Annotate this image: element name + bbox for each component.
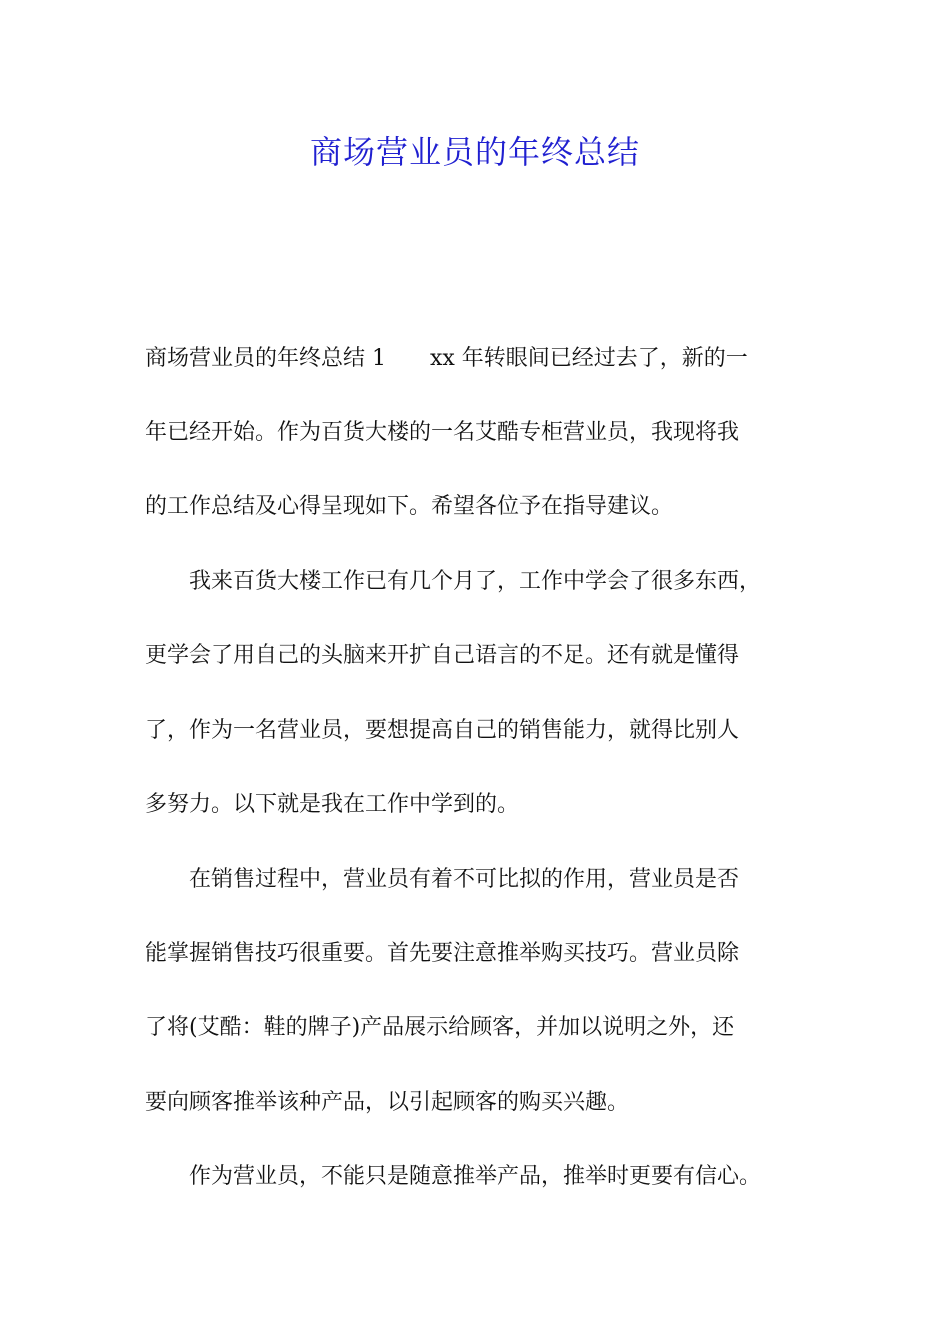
- text-line: 能掌握销售技巧很重要。首先要注意推举购买技巧。营业员除: [145, 941, 740, 966]
- text-line: 年已经开始。作为百货大楼的一名艾酷专柜营业员，我现将我: [145, 420, 740, 445]
- document-title: 商场营业员的年终总结: [309, 133, 640, 171]
- text-line: 多努力。以下就是我在工作中学到的。: [145, 792, 520, 817]
- text-line: 我来百货大楼工作已有几个月了，工作中学会了很多东西，: [145, 569, 762, 594]
- text-line: 要向顾客推举该种产品，以引起顾客的购买兴趣。: [145, 1090, 630, 1115]
- text-line: 更学会了用自己的头脑来开扩自己语言的不足。还有就是懂得: [145, 643, 740, 668]
- text-line: 的工作总结及心得呈现如下。希望各位予在指导建议。: [145, 494, 674, 519]
- text-line: 作为营业员，不能只是随意推举产品，推举时更要有信心。: [145, 1164, 762, 1189]
- text-line: 了，作为一名营业员，要想提高自己的销售能力，就得比别人: [145, 718, 740, 743]
- text-line: 在销售过程中，营业员有着不可比拟的作用，营业员是否: [145, 867, 740, 892]
- text-line: 了将(艾酷：鞋的牌子)产品展示给顾客，并加以说明之外，还: [145, 1015, 735, 1040]
- text-line: 商场营业员的年终总结 1 xx 年转眼间已经过去了，新的一: [145, 346, 748, 371]
